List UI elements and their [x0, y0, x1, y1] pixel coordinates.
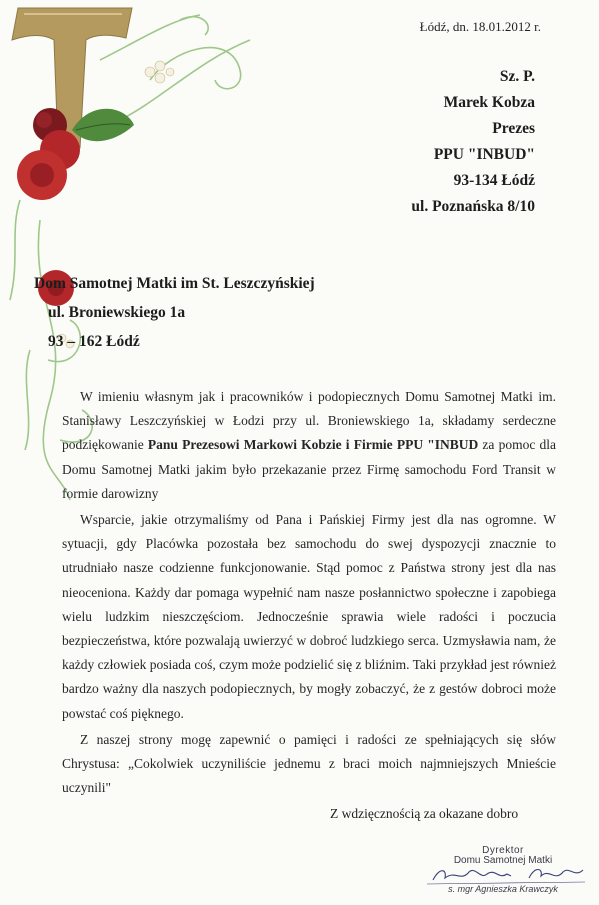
- sender-name: Dom Samotnej Matki im St. Leszczyńskiej: [34, 275, 315, 292]
- letter-date: Łódź, dn. 18.01.2012 r.: [419, 19, 541, 34]
- stamp-institution: Domu Samotnej Matki: [453, 855, 553, 866]
- body-paragraph-1: W imieniu własnym jak i pracowników i podopiecznych Domu Samotnej Matki im. Stanisławy Leszczyńskiej w Łodzi przy ul. Broniewskiego 1a, składamy serdeczne podziękowanie Panu Prezesowi Markowi Kobzie i Firmie PPU "INBUD za pomoc dla Domu Samotnej Matki jakim było przekazanie przez Firmę samochodu Ford Transit w formie darowizny: [62, 389, 556, 501]
- recipient-salutation: Sz. P.: [499, 68, 535, 85]
- recipient-street: ul. Poznańska 8/10: [411, 198, 535, 215]
- sender-street: ul. Broniewskiego 1a: [48, 304, 186, 321]
- closing-line: Z wdzięcznością za okazane dobro: [330, 806, 519, 821]
- sender-address: [34, 269, 315, 356]
- recipient-company: PPU "INBUD": [433, 146, 535, 163]
- body-paragraph-2: Wsparcie, jakie otrzymaliśmy od Pana i Pańskiej Firmy jest dla nas ogromne. W sytuacji, gdy Placówka pozostała bez samochodu do swej dyspozycji znacznie to utrudniało nasze codzienne funkcjonowanie. Stąd pomoc z Państwa strony jest dla nas nieoceniona. Każdy dar pomaga wypełnić nam nasze posłannictwo społeczne i zapobiega wielu ludzkim nieszczęściom. Jednocześnie sprawia wiele radości i poczucia bezpieczeństwa, które pozwalają uwierzyć w dobroć ludzkiego serca. Uzmysławia nam, że każdy człowiek posiada coś, czym może podzielić się z bliźnim. Taki przykład jest również bardzo ważny dla naszych podopiecznych, by mogły zobaczyć, że z gestów dobroci może powstać coś pięknego.: [62, 512, 557, 721]
- body-paragraph-3: Z naszej strony mogę zapewnić o pamięci i radości ze spełniających się słów Chrystusa: „Cokolwiek uczyniliście jednemu z braci moich najmniejszych Mnieście uczynili": [62, 731, 556, 796]
- recipient-address: [411, 64, 535, 220]
- stamp-name: s. mgr Agnieszka Krawczyk: [448, 884, 558, 894]
- sender-city: 93 – 162 Łódź: [48, 333, 140, 350]
- recipient-city: 93-134 Łódź: [453, 172, 535, 189]
- recipient-title: Prezes: [492, 120, 535, 137]
- body-highlight: Panu Prezesowi Markowi Kobzie i Firmie PPU "INBUD: [147, 437, 479, 453]
- recipient-name: Marek Kobza: [443, 94, 535, 111]
- letter-body: [62, 385, 556, 802]
- stamp-title: Dyrektor: [482, 845, 524, 856]
- handwritten-signature: [425, 862, 590, 888]
